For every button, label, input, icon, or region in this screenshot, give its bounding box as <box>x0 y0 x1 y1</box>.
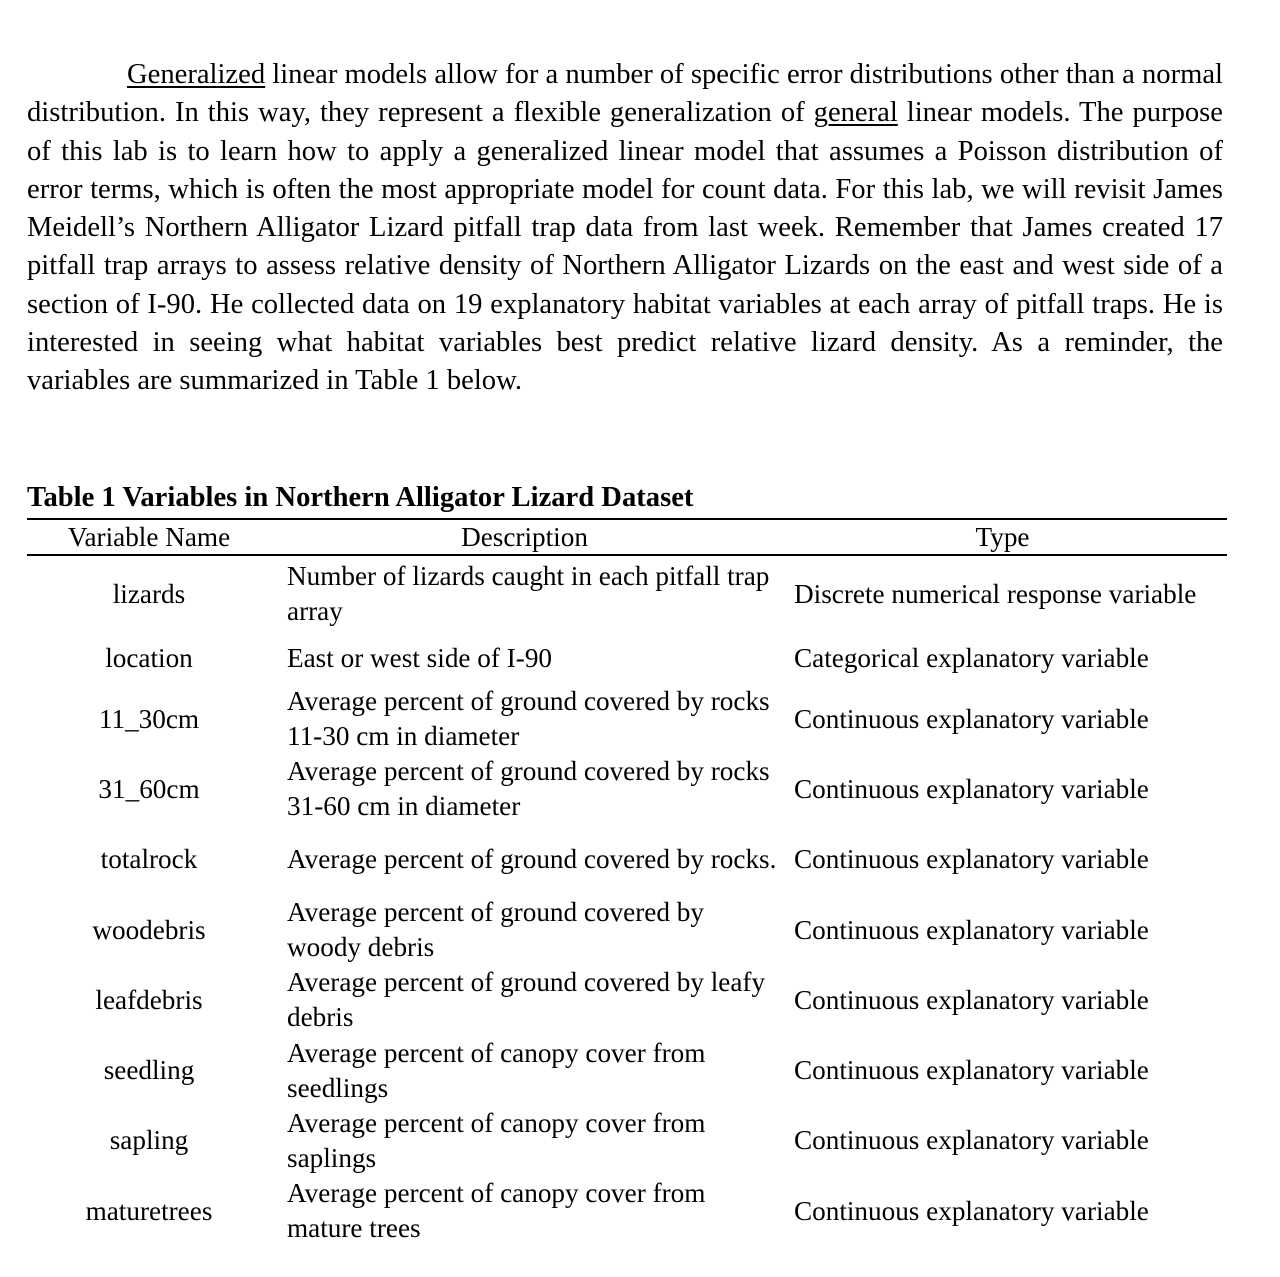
variable-name-cell: maturetrees <box>85 1195 213 1226</box>
table-title: Table 1 Variables in Northern Alligator Lizard Dataset <box>27 482 694 513</box>
intro-paragraph <box>27 56 1223 401</box>
header-description: Description <box>271 519 778 555</box>
table-row <box>27 684 1227 754</box>
description-cell: Average percent of ground covered by woody debris <box>287 897 704 963</box>
variable-name-cell: woodebris <box>92 914 206 945</box>
table-row <box>27 965 1227 1035</box>
table-row <box>27 555 1227 632</box>
type-cell: Continuous explanatory variable <box>794 914 1149 945</box>
type-cell: Continuous explanatory variable <box>794 1195 1149 1226</box>
table-header-row <box>27 519 1227 555</box>
table-row <box>27 825 1227 895</box>
intro-emphasis-general: general <box>813 97 898 129</box>
table-row <box>27 895 1227 965</box>
intro-emphasis-generalized: Generalized <box>127 59 266 90</box>
document-page <box>27 56 1227 1244</box>
variable-name-cell: sapling <box>109 1125 189 1156</box>
type-cell: Continuous explanatory variable <box>794 844 1149 875</box>
type-cell: Continuous explanatory variable <box>794 1125 1149 1156</box>
variable-name-cell: 31_60cm <box>98 773 200 804</box>
variable-name-cell: seedling <box>103 1055 195 1086</box>
type-cell: Continuous explanatory variable <box>794 1055 1149 1086</box>
variables-table <box>27 518 1227 1246</box>
description-cell: East or west side of I-90 <box>287 642 553 673</box>
type-cell: Continuous explanatory variable <box>794 984 1149 1015</box>
variable-name-cell: 11_30cm <box>98 703 200 734</box>
variable-name-cell: location <box>105 642 193 673</box>
variable-name-cell: leafdebris <box>95 984 203 1015</box>
table-row <box>27 754 1227 824</box>
header-type: Type <box>778 519 1227 555</box>
description-cell: Average percent of ground covered by rocks 31-60 cm in diameter <box>287 756 770 822</box>
type-cell: Categorical explanatory variable <box>794 642 1149 673</box>
intro-text-1: linear models allow for a number of specific error distributions other than a normal distribution. In this way, they represent a flexible generalization of <box>27 59 1223 129</box>
variable-name-cell: totalrock <box>100 844 198 875</box>
variable-name-cell: lizards <box>112 578 186 609</box>
description-cell: Average percent of ground covered by rocks 11-30 cm in diameter <box>287 686 770 752</box>
type-cell: Continuous explanatory variable <box>794 773 1149 804</box>
type-cell: Continuous explanatory variable <box>794 703 1149 734</box>
table-row <box>27 1035 1227 1105</box>
description-cell: Average percent of ground covered by leafy debris <box>287 967 766 1033</box>
description-cell: Average percent of ground covered by rocks. <box>287 844 777 875</box>
table-row <box>27 1176 1227 1246</box>
header-variable-name: Variable Name <box>27 519 271 555</box>
description-cell: Average percent of canopy cover from saplings <box>287 1107 706 1173</box>
intro-text-2: linear models. The purpose of this lab is to learn how to apply a generalized linear model that assumes a Poisson distribution of error terms, which is often the most appropriate model for count data. For this lab, we will revisit James Meidell’s Northern Alligator Lizard pitfall trap data from last week. Remember that James created 17 pitfall trap arrays to assess relative density of Northern Alligator Lizards on the east and west side of a section of I-90. He collected data on 19 explanatory habitat variables at each array of pitfall traps. He is interested in seeing what habitat variables best predict relative lizard density. As a reminder, the variables are summarized in Table 1 below. <box>27 97 1223 397</box>
description-cell: Average percent of canopy cover from mature trees <box>287 1178 706 1244</box>
description-cell: Number of lizards caught in each pitfall trap array <box>287 561 770 626</box>
type-cell: Discrete numerical response variable <box>794 578 1197 609</box>
table-row <box>27 1106 1227 1176</box>
table-row <box>27 632 1227 684</box>
description-cell: Average percent of canopy cover from seedlings <box>287 1037 706 1103</box>
